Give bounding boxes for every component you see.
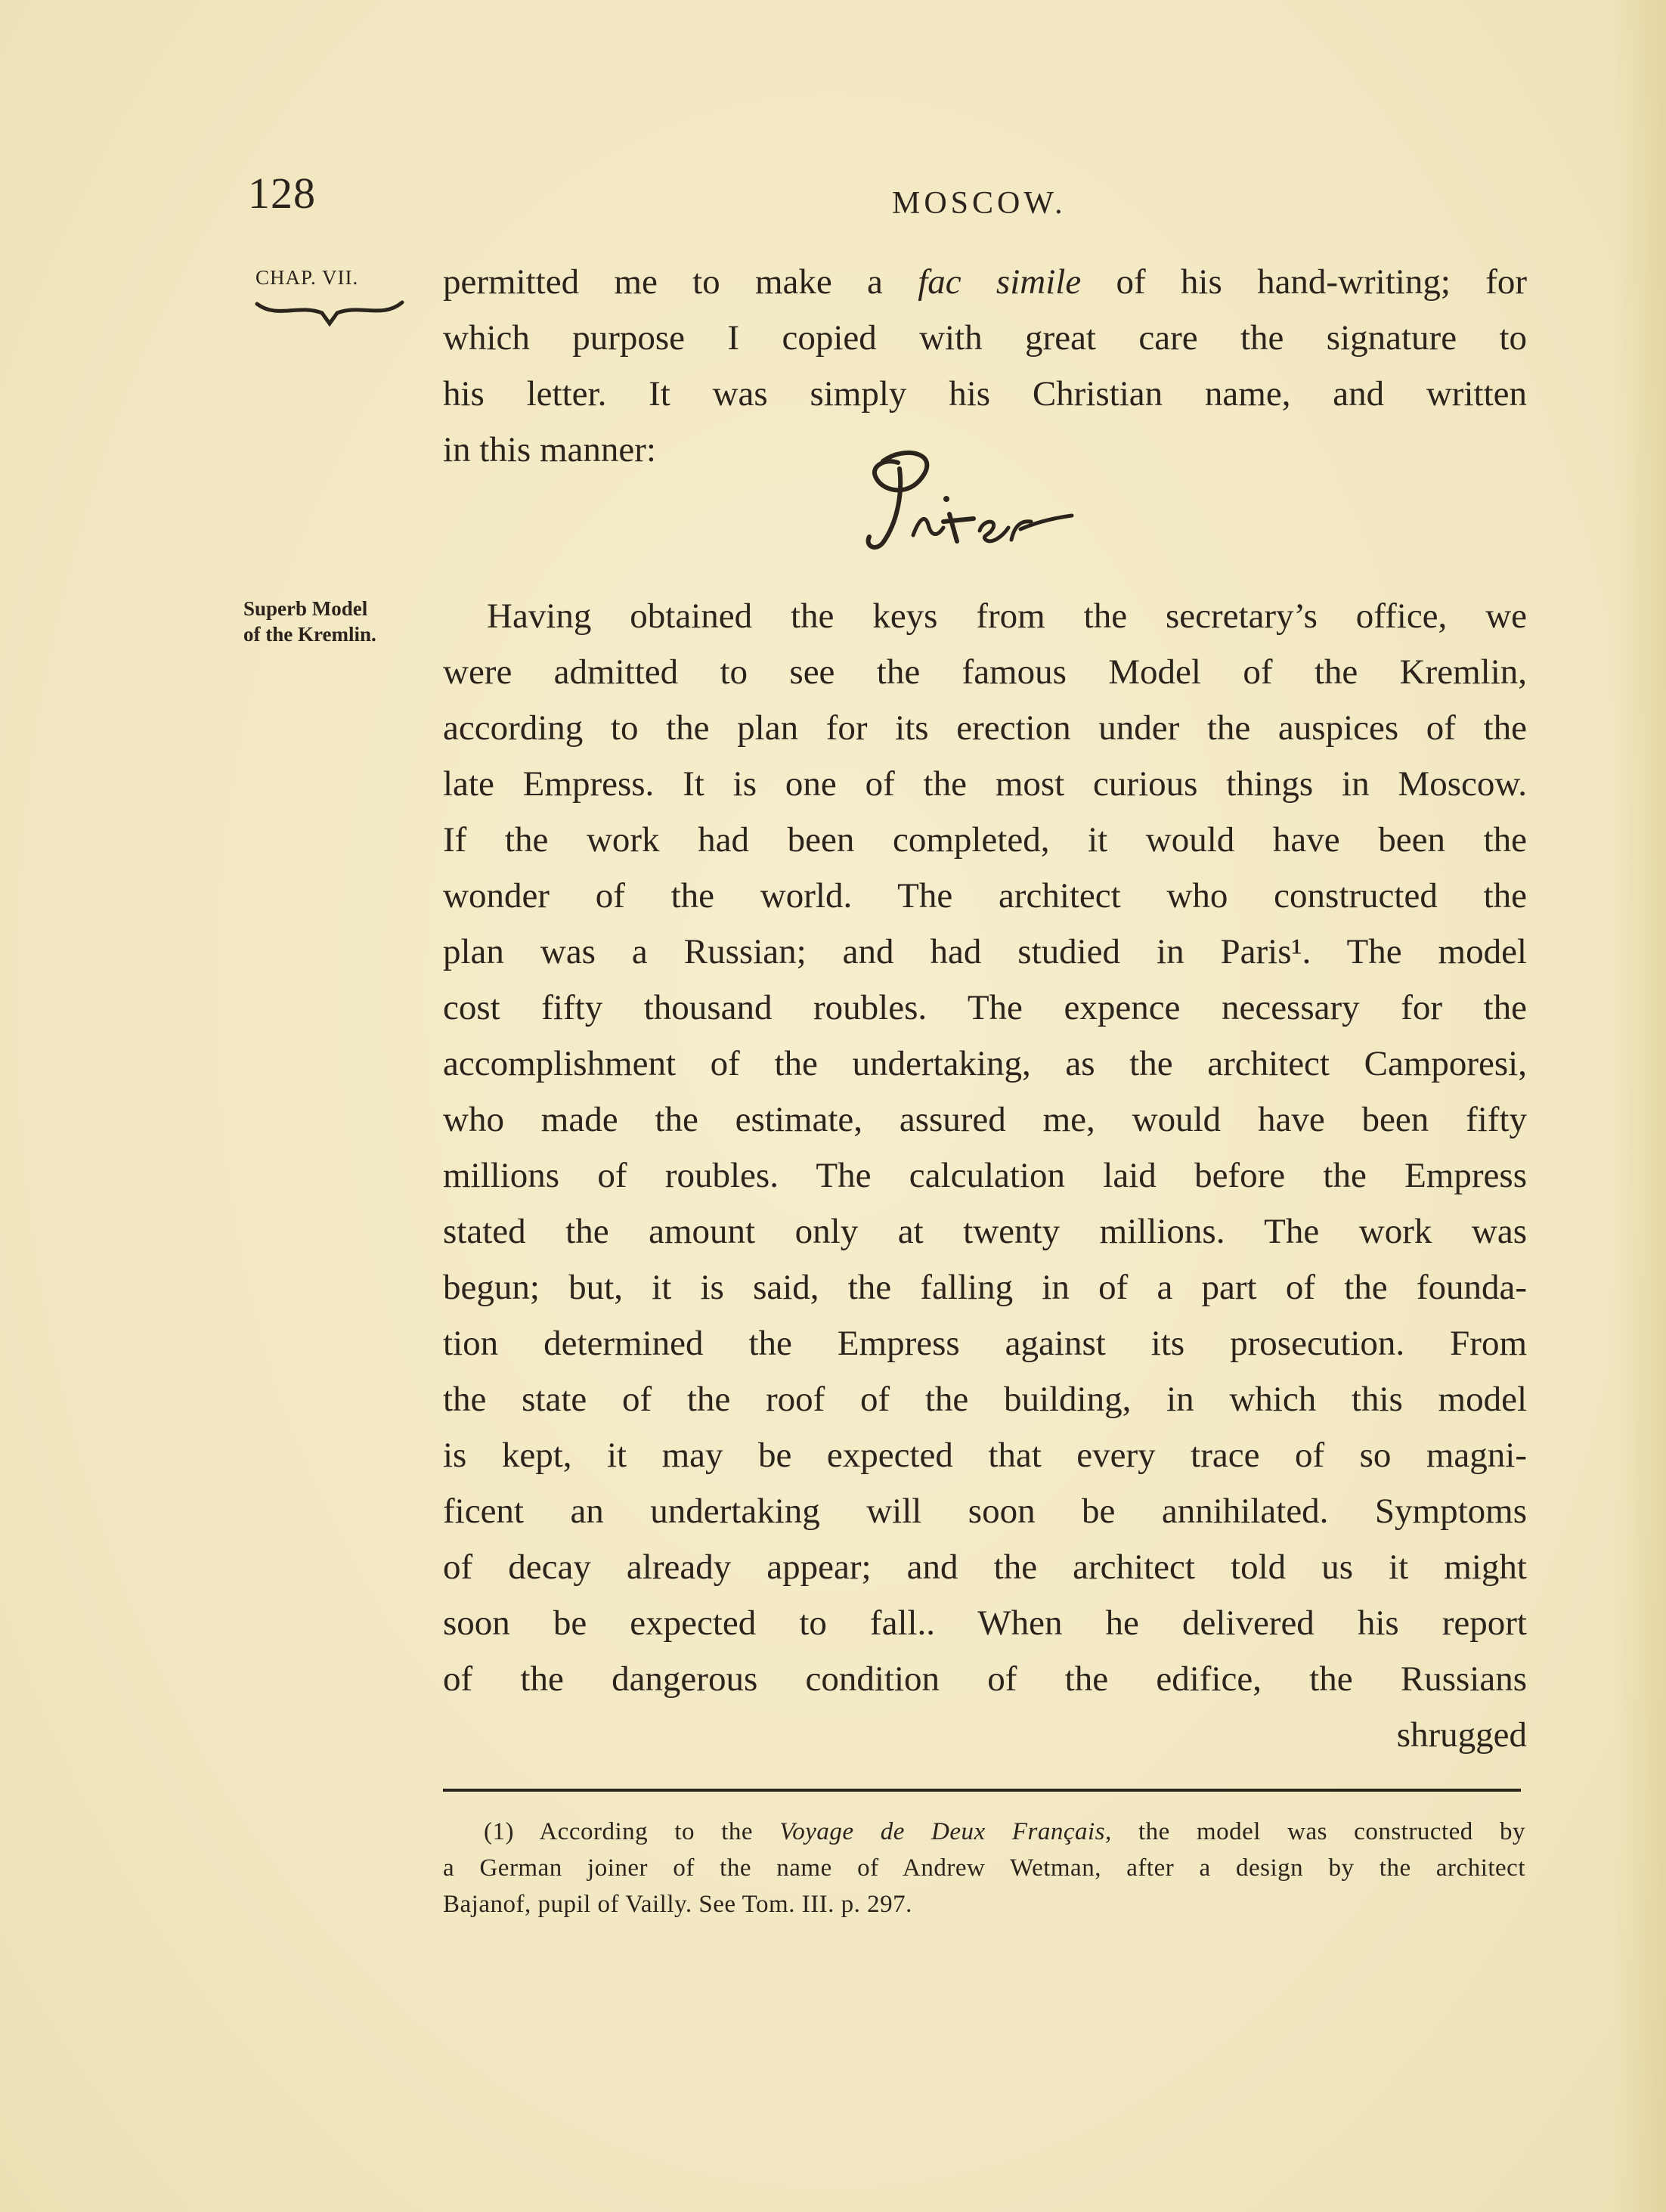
margin-note-line: Superb Model <box>243 597 368 620</box>
catchword: shrugged <box>1396 1715 1527 1755</box>
margin-note-line: of the Kremlin. <box>243 623 376 646</box>
body-line: is kept, it may be expected that every trace of so magni- <box>443 1436 1527 1475</box>
page-edge-shadow <box>1613 0 1666 2212</box>
footnote-italic-title: Voyage de Deux Français, <box>779 1818 1112 1845</box>
body-line: millions of roubles. The calculation laid before the Empress <box>443 1156 1527 1195</box>
body-line: his letter. It was simply his Christian name, and written <box>443 374 1527 414</box>
body-line: in this manner: <box>443 430 656 469</box>
footnote-line: (1) According to the Voyage de Deux Français, the model was constructed by <box>484 1818 1525 1845</box>
page-number: 128 <box>248 169 316 218</box>
body-line: stated the amount only at twenty millions. The work was <box>443 1212 1527 1251</box>
running-head: MOSCOW. <box>892 186 1067 221</box>
body-line: tion determined the Empress against its prosecution. From <box>443 1324 1527 1363</box>
body-line: begun; but, it is said, the falling in of a part of the founda- <box>443 1268 1527 1307</box>
footnote-rule <box>443 1789 1521 1792</box>
footnote-line: a German joiner of the name of Andrew Wetman, after a design by the architect <box>443 1854 1525 1882</box>
body-line: cost fifty thousand roubles. The expence necessary for the <box>443 988 1527 1027</box>
brace-ornament-icon <box>254 296 405 327</box>
margin-note <box>243 596 376 647</box>
body-line: according to the plan for its erection under the auspices of the <box>443 708 1527 748</box>
body-line: soon be expected to fall.. When he delivered his report <box>443 1603 1527 1643</box>
body-line: plan was a Russian; and had studied in Paris¹. The model <box>443 932 1527 971</box>
body-line: late Empress. It is one of the most curious things in Moscow. <box>443 764 1527 804</box>
body-line: which purpose I copied with great care the signature to <box>443 318 1527 358</box>
body-line: permitted me to make a fac simile of his hand-writing; for <box>443 262 1528 302</box>
body-line: If the work had been completed, it would have been the <box>443 820 1527 860</box>
body-line: the state of the roof of the building, in which this model <box>443 1380 1527 1419</box>
body-line: of decay already appear; and the architect told us it might <box>443 1547 1527 1587</box>
body-line: Having obtained the keys from the secretary’s office, we <box>487 596 1527 636</box>
body-line: were admitted to see the famous Model of the Kremlin, <box>443 652 1527 692</box>
body-line: who made the estimate, assured me, would have been fifty <box>443 1100 1527 1139</box>
body-line: ficent an undertaking will soon be annihilated. Symptoms <box>443 1492 1527 1531</box>
signature-facsimile <box>853 446 1095 559</box>
body-line: wonder of the world. The architect who constructed the <box>443 876 1527 915</box>
footnote-line: Bajanof, pupil of Vailly. See Tom. III. p. 297. <box>443 1891 912 1918</box>
chapter-marker: CHAP. VII. <box>255 266 359 289</box>
italic-phrase: fac simile <box>918 262 1082 302</box>
body-line: of the dangerous condition of the edifice, the Russians <box>443 1659 1527 1699</box>
body-line: accomplishment of the undertaking, as the architect Camporesi, <box>443 1044 1527 1083</box>
